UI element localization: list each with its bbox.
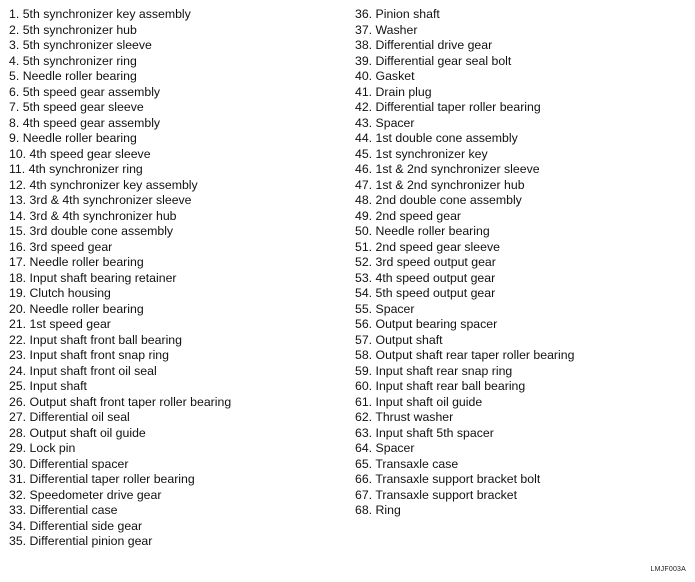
part-list-item: [355, 69, 685, 85]
part-name: Input shaft front oil seal: [29, 363, 157, 378]
part-list-item: [9, 7, 339, 23]
part-name: 1st synchronizer key: [375, 146, 488, 161]
part-name: Lock pin: [29, 441, 76, 455]
part-list-item: [355, 410, 685, 426]
part-name: Differential taper roller bearing: [375, 100, 541, 114]
part-list-item: [355, 38, 685, 54]
part-number: 15.: [9, 224, 27, 238]
part-number: 2.: [9, 22, 20, 37]
part-number: 23.: [9, 348, 27, 362]
part-name: 4th speed output gear: [375, 270, 496, 285]
part-number: 58.: [355, 348, 373, 362]
part-name: 5th speed output gear: [375, 286, 496, 300]
part-list-item: [355, 116, 685, 132]
part-name: Output shaft rear taper roller bearing: [375, 348, 575, 362]
part-number: 21.: [9, 317, 27, 331]
part-number: 43.: [355, 115, 373, 130]
part-name: Needle roller bearing: [375, 224, 490, 238]
part-number: 28.: [9, 425, 27, 440]
part-number: 16.: [9, 239, 27, 254]
part-name: Differential oil seal: [29, 410, 130, 424]
part-name: Clutch housing: [29, 286, 111, 300]
part-number: 55.: [355, 301, 373, 316]
part-list-item: [9, 209, 339, 225]
part-number: 68.: [355, 503, 373, 517]
part-number: 7.: [9, 100, 20, 114]
part-number: 31.: [9, 472, 27, 486]
part-name: Ring: [375, 503, 401, 517]
part-name: 1st speed gear: [29, 317, 111, 331]
part-name: Washer: [375, 22, 418, 37]
part-name: 4th speed gear sleeve: [29, 146, 151, 161]
part-name: Needle roller bearing: [22, 69, 137, 83]
part-name: 1st & 2nd synchronizer sleeve: [375, 162, 540, 176]
part-list-item: [9, 519, 339, 535]
part-number: 9.: [9, 131, 20, 145]
part-name: Spacer: [375, 115, 415, 130]
part-name: 4th synchronizer key assembly: [29, 177, 198, 192]
part-list-item: [9, 426, 339, 442]
part-number: 48.: [355, 193, 373, 207]
part-number: 39.: [355, 53, 373, 68]
part-name: Spacer: [375, 301, 415, 316]
part-list-item: [9, 457, 339, 473]
part-list-item: [355, 395, 685, 411]
part-name: Output bearing spacer: [375, 317, 498, 331]
part-number: 4.: [9, 53, 20, 68]
part-name: Thrust washer: [375, 410, 454, 424]
part-name: 5th synchronizer ring: [22, 53, 137, 68]
part-name: Differential gear seal bolt: [375, 53, 512, 68]
part-name: 5th speed gear assembly: [22, 84, 161, 99]
part-number: 22.: [9, 332, 27, 347]
part-list-item: [355, 364, 685, 380]
part-list-item: [355, 379, 685, 395]
part-number: 26.: [9, 394, 27, 409]
part-number: 27.: [9, 410, 27, 424]
part-list-item: [9, 147, 339, 163]
part-name: 1st double cone assembly: [375, 131, 518, 145]
part-list-item: [9, 224, 339, 240]
part-list-item: [9, 131, 339, 147]
part-list-item: [9, 286, 339, 302]
part-name: Speedometer drive gear: [29, 487, 162, 502]
part-list-item: [9, 69, 339, 85]
part-number: 64.: [355, 441, 373, 455]
part-number: 19.: [9, 286, 27, 300]
part-list-item: [355, 317, 685, 333]
part-number: 61.: [355, 394, 373, 409]
part-name: 3rd & 4th synchronizer sleeve: [29, 193, 192, 207]
part-name: 4th synchronizer ring: [28, 162, 143, 176]
part-number: 11.: [9, 162, 26, 176]
part-list-item: [355, 441, 685, 457]
part-number: 57.: [355, 332, 373, 347]
part-name: Drain plug: [375, 84, 432, 99]
part-list-item: [355, 286, 685, 302]
part-list-item: [355, 302, 685, 318]
part-list-item: [9, 162, 339, 178]
part-name: Spacer: [375, 441, 415, 455]
part-name: Needle roller bearing: [22, 131, 137, 145]
part-name: Differential taper roller bearing: [29, 472, 195, 486]
part-name: Input shaft front snap ring: [29, 348, 169, 362]
part-name: Input shaft: [29, 379, 87, 393]
part-name: Transaxle support bracket: [375, 487, 518, 502]
part-list-item: [355, 7, 685, 23]
part-list-item: [355, 193, 685, 209]
part-number: 3.: [9, 38, 20, 52]
part-list-item: [355, 178, 685, 194]
part-list-item: [9, 255, 339, 271]
part-list-item: [355, 457, 685, 473]
part-list-item: [355, 162, 685, 178]
part-number: 6.: [9, 84, 20, 99]
part-number: 40.: [355, 69, 373, 83]
part-name: 3rd speed gear: [29, 239, 113, 254]
part-number: 25.: [9, 379, 27, 393]
part-list-item: [9, 116, 339, 132]
part-name: 3rd & 4th synchronizer hub: [29, 208, 177, 223]
part-number: 10.: [9, 146, 27, 161]
part-number: 42.: [355, 100, 373, 114]
part-name: Output shaft oil guide: [29, 425, 146, 440]
part-list-item: [355, 503, 685, 519]
part-list-item: [9, 317, 339, 333]
part-number: 5.: [9, 69, 20, 83]
part-number: 47.: [355, 177, 373, 192]
part-number: 12.: [9, 177, 27, 192]
part-name: Input shaft oil guide: [375, 394, 483, 409]
part-number: 36.: [355, 7, 373, 21]
part-number: 29.: [9, 441, 27, 455]
part-list-item: [9, 85, 339, 101]
part-name: 1st & 2nd synchronizer hub: [375, 177, 525, 192]
part-number: 63.: [355, 425, 373, 440]
part-name: 5th speed gear sleeve: [22, 100, 144, 114]
part-number: 44.: [355, 131, 373, 145]
part-name: Differential side gear: [29, 518, 143, 533]
part-list-item: [9, 395, 339, 411]
part-number: 62.: [355, 410, 373, 424]
part-number: 38.: [355, 38, 373, 52]
part-name: 5th synchronizer hub: [22, 22, 137, 37]
part-list-item: [355, 23, 685, 39]
part-name: Gasket: [375, 69, 415, 83]
part-name: 4th speed gear assembly: [22, 115, 161, 130]
part-number: 33.: [9, 503, 27, 517]
part-list-item: [9, 23, 339, 39]
part-list-item: [9, 178, 339, 194]
part-name: Differential spacer: [29, 456, 129, 471]
part-name: Differential pinion gear: [29, 534, 153, 548]
part-number: 17.: [9, 255, 27, 269]
part-list-item: [355, 131, 685, 147]
part-number: 60.: [355, 379, 373, 393]
part-list-item: [355, 240, 685, 256]
part-number: 50.: [355, 224, 373, 238]
part-number: 13.: [9, 193, 27, 207]
part-list-item: [355, 147, 685, 163]
parts-list-right-column: [355, 7, 685, 519]
part-number: 24.: [9, 363, 27, 378]
part-list-item: [355, 488, 685, 504]
part-number: 52.: [355, 255, 373, 269]
part-list-item: [9, 410, 339, 426]
part-list-item: [355, 209, 685, 225]
part-list-item: [9, 503, 339, 519]
part-name: Pinion shaft: [375, 7, 440, 21]
part-number: 65.: [355, 456, 373, 471]
part-number: 1.: [9, 7, 20, 21]
part-name: 3rd speed output gear: [375, 255, 496, 269]
part-list-item: [9, 193, 339, 209]
part-name: Input shaft front ball bearing: [29, 332, 182, 347]
part-name: Needle roller bearing: [29, 301, 144, 316]
part-number: 56.: [355, 317, 373, 331]
part-name: Needle roller bearing: [29, 255, 144, 269]
part-list-item: [9, 488, 339, 504]
part-list-item: [9, 379, 339, 395]
part-number: 32.: [9, 487, 27, 502]
part-number: 67.: [355, 487, 373, 502]
part-name: 2nd speed gear: [375, 208, 461, 223]
part-number: 54.: [355, 286, 373, 300]
part-name: Transaxle case: [375, 456, 459, 471]
part-list-item: [9, 38, 339, 54]
part-name: Input shaft rear snap ring: [375, 363, 513, 378]
part-number: 30.: [9, 456, 27, 471]
part-number: 59.: [355, 363, 373, 378]
part-number: 18.: [9, 270, 27, 285]
part-number: 35.: [9, 534, 27, 548]
part-list-item: [9, 333, 339, 349]
part-name: Input shaft 5th spacer: [375, 425, 494, 440]
part-number: 45.: [355, 146, 373, 161]
part-name: Transaxle support bracket bolt: [375, 472, 541, 486]
part-list-item: [355, 100, 685, 116]
part-list-item: [9, 302, 339, 318]
part-name: Output shaft front taper roller bearing: [29, 394, 232, 409]
part-list-item: [355, 333, 685, 349]
part-name: 3rd double cone assembly: [29, 224, 174, 238]
part-list-item: [355, 224, 685, 240]
part-name: 2nd speed gear sleeve: [375, 239, 500, 254]
part-number: 51.: [355, 239, 373, 254]
part-name: Differential drive gear: [375, 38, 493, 52]
part-list-item: [9, 240, 339, 256]
part-name: Output shaft: [375, 332, 443, 347]
part-list-item: [9, 271, 339, 287]
part-list-item: [9, 100, 339, 116]
part-list-item: [355, 255, 685, 271]
part-name: 5th synchronizer key assembly: [22, 7, 191, 21]
part-number: 53.: [355, 270, 373, 285]
part-number: 14.: [9, 208, 27, 223]
part-number: 34.: [9, 518, 27, 533]
figure-reference-code: LMJF003A: [650, 566, 686, 573]
part-name: 5th synchronizer sleeve: [22, 38, 152, 52]
part-list-item: [9, 54, 339, 70]
part-name: 2nd double cone assembly: [375, 193, 522, 207]
part-list-item: [9, 472, 339, 488]
part-list-item: [9, 534, 339, 550]
part-number: 8.: [9, 115, 20, 130]
part-list-item: [355, 54, 685, 70]
part-name: Differential case: [29, 503, 118, 517]
part-list-item: [355, 271, 685, 287]
part-name: Input shaft bearing retainer: [29, 270, 177, 285]
part-list-item: [355, 426, 685, 442]
part-name: Input shaft rear ball bearing: [375, 379, 526, 393]
part-list-item: [355, 348, 685, 364]
parts-list-left-column: [9, 7, 339, 550]
part-number: 46.: [355, 162, 373, 176]
part-list-item: [9, 364, 339, 380]
part-number: 37.: [355, 22, 373, 37]
part-list-item: [9, 348, 339, 364]
part-list-item: [355, 85, 685, 101]
part-list-item: [9, 441, 339, 457]
part-number: 66.: [355, 472, 373, 486]
part-number: 41.: [355, 84, 373, 99]
part-list-item: [355, 472, 685, 488]
part-number: 49.: [355, 208, 373, 223]
part-number: 20.: [9, 301, 27, 316]
